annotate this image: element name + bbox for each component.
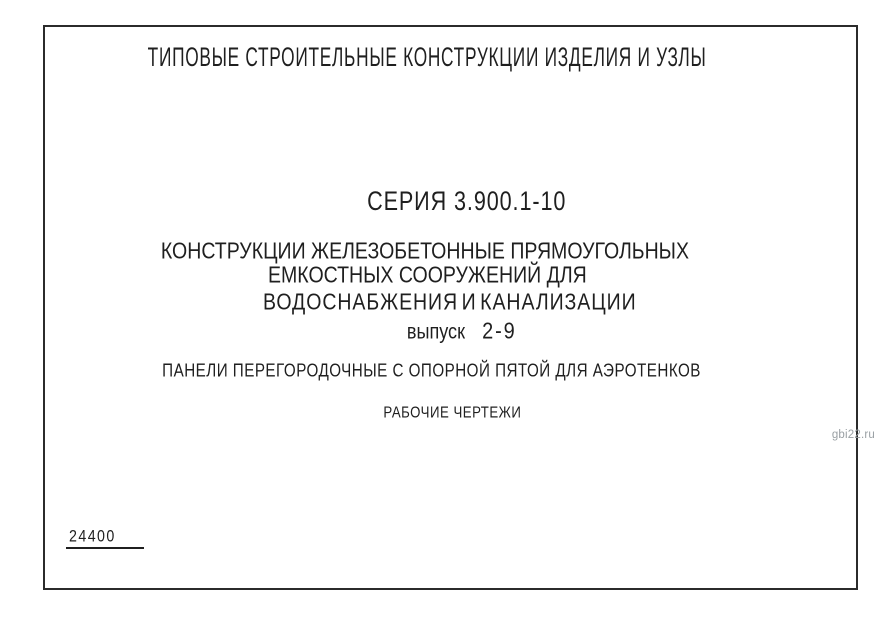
issue-number: 2-9 xyxy=(482,318,517,345)
series-title xyxy=(29,188,876,216)
subtitle-text: ПАНЕЛИ ПЕРЕГОРОДОЧНЫЕ С ОПОРНОЙ ПЯТОЙ ДЛЯ АЭРОТЕНКОВ xyxy=(162,361,702,382)
main-title-line-3 xyxy=(12,291,876,315)
subtitle xyxy=(0,363,870,381)
watermark: gbi22.ru xyxy=(831,429,875,441)
doc-stage-text: РАБОЧИЕ ЧЕРТЕЖИ xyxy=(383,403,521,422)
main-title-line-2 xyxy=(0,264,865,288)
standard-name-text: ТИПОВЫЕ СТРОИТЕЛЬНЫЕ КОНСТРУКЦИИ ИЗДЕЛИЯ И УЗЛЫ xyxy=(147,42,707,73)
main-title-line-1 xyxy=(0,240,863,264)
issue-line xyxy=(24,320,876,344)
series-title-text: СЕРИЯ 3.900.1-10 xyxy=(367,186,567,217)
corner-number xyxy=(66,528,144,549)
corner-number-text: 24400 xyxy=(69,526,116,547)
doc-stage xyxy=(14,405,876,420)
main-title-line-1-text: КОНСТРУКЦИИ ЖЕЛЕЗОБЕТОННЫЕ ПРЯМОУГОЛЬНЫХ xyxy=(160,238,690,265)
standard-name-header xyxy=(0,44,865,72)
issue-label: выпуск xyxy=(407,321,466,345)
main-title-line-3-text: ВОДОСНАБЖЕНИЯ И КАНАЛИЗАЦИИ xyxy=(263,289,637,316)
main-title-line-2-text: ЕМКОСТНЫХ СООРУЖЕНИЙ ДЛЯ xyxy=(267,262,587,289)
